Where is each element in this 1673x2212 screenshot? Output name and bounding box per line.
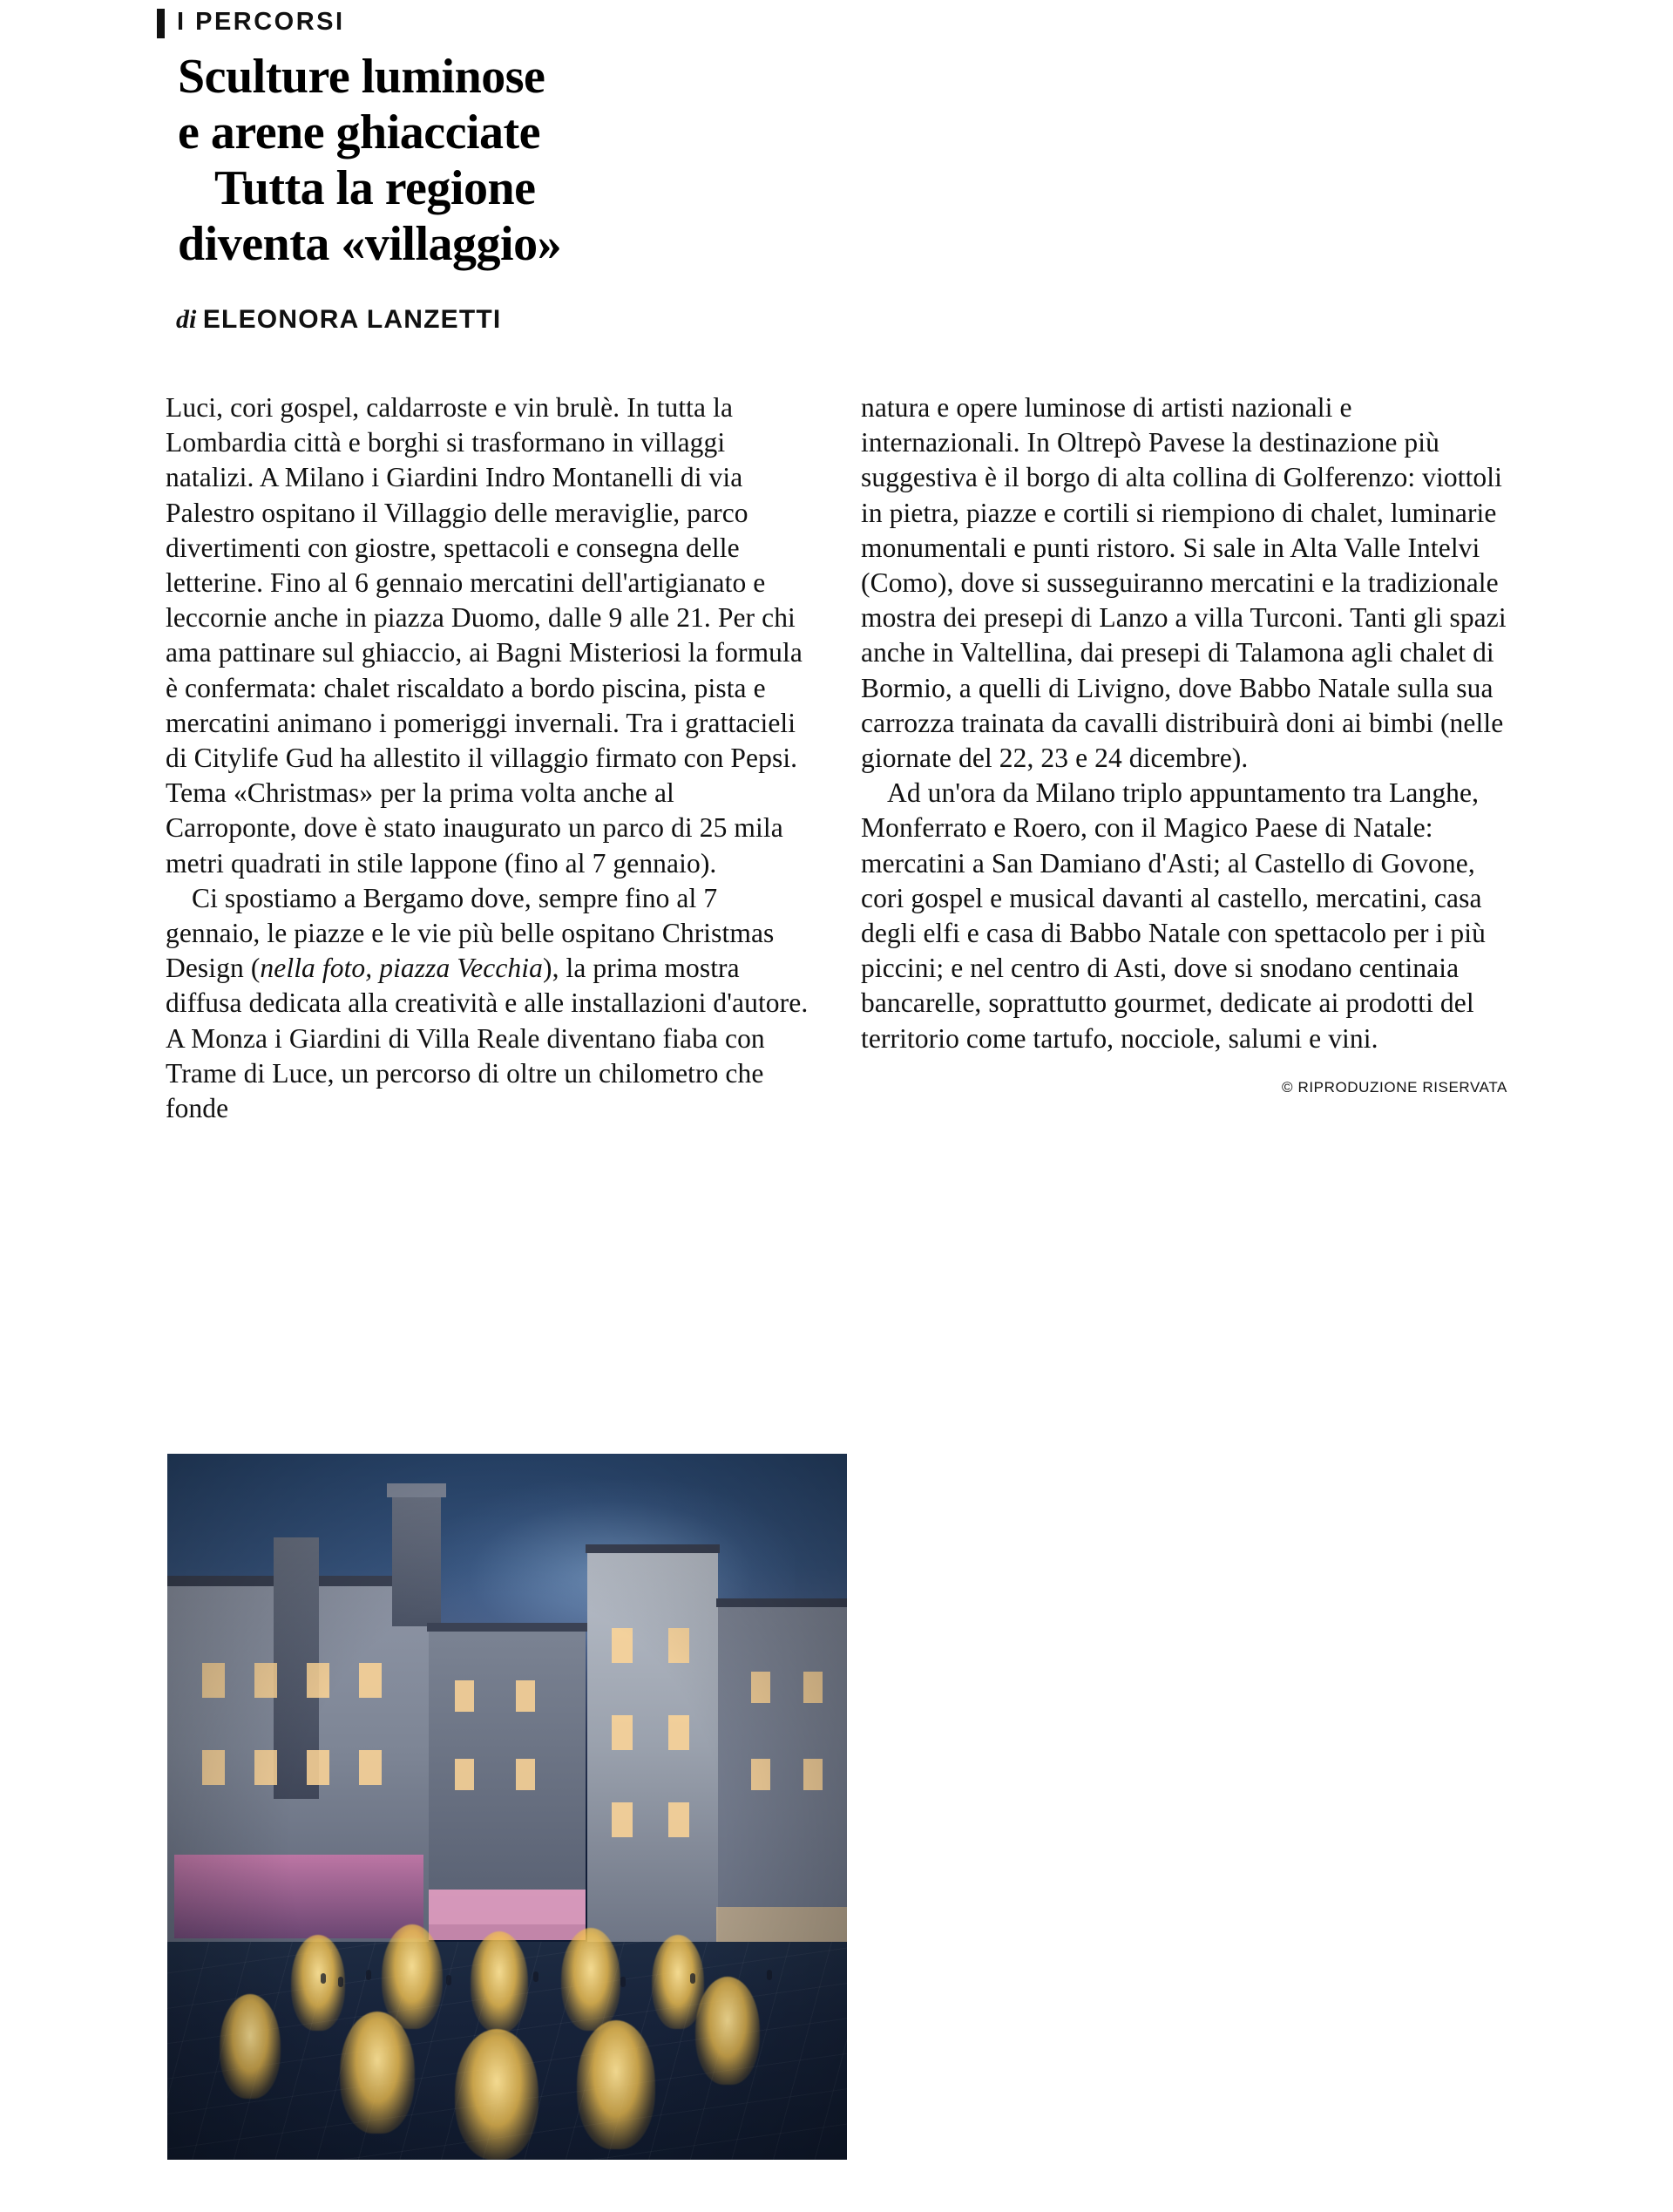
paragraph: Luci, cori gospel, caldarroste e vin brulè. In tutta la Lombardia città e borghi si trasformano in villaggi natalizi. A Milano i Giardini Indro Montanelli di via Palestro ospitano il Villaggio delle meraviglie, parco divertimenti con giostre, spettacoli e consegna delle letterine. Fino al 6 gennaio mercatini dell'artigianato e leccornie anche in piazza Duomo, dalle 9 alle 21. Per chi ama pattinare sul ghiaccio, ai Bagni Misteriosi la formula è confermata: chalet riscaldato a bordo piscina, pista e mercatini animano i pomeriggi invernali. Tra i grattacieli di Citylife Gud ha allestito il villaggio firmato con Pepsi. Tema «Christmas» per la prima volta anche al Carroponte, dove è stato inaugurato un parco di 25 mila metri quadrati in stile lappone (fino al 7 gennaio). [166, 392, 803, 879]
column-right [861, 390, 1507, 1126]
kicker-row [157, 7, 1516, 38]
byline-prefix: di [176, 304, 197, 334]
italic-phrase: nella foto, [260, 953, 373, 984]
kicker-bar [157, 9, 165, 38]
byline [176, 305, 1516, 335]
paragraph: natura e opere luminose di artisti nazionali e internazionali. In Oltrepò Pavese la destinazione più suggestiva è il borgo di alta collina di Golferenzo: viottoli in pietra, piazze e cortili si riempiono di chalet, luminarie monumentali e punti ristoro. Si sale in Alta Valle Intelvi (Como), dove si susseguiranno mercatini e la tradizionale mostra dei presepi di Lanzo a villa Turconi. Tanti gli spazi anche in Valtellina, dai presepi di Talamona agli chalet di Bormio, a quelli di Livigno, dove Babbo Natale sulla sua carrozza trainata da cavalli distribuirà doni ai bimbi (nelle giornate del 22, 23 e 24 dicembre). [861, 392, 1507, 774]
italic-phrase: piazza Vecchia [379, 953, 543, 984]
article-body [166, 390, 1507, 1126]
article-photo [167, 1454, 847, 2160]
page-title [178, 49, 1516, 272]
byline-author: ELEONORA LANZETTI [202, 304, 502, 334]
paragraph-text: Ci spostiamo a Bergamo dove, sempre fino al 7 gennaio, le piazze e le vie più belle ospitano Christmas Design (nella foto, piazza Vecchia), la prima mostra diffusa dedicata alla creatività e alle installazioni d'autore. A Monza i Giardini di Villa Reale diventano fiaba con Trame di Luce, un percorso di oltre un chilometro che fonde [166, 882, 809, 1124]
article-header [157, 0, 1516, 335]
headline-line-2: e arene ghiacciate [178, 105, 541, 159]
photo-vignette [167, 1454, 847, 2160]
headline-line-3: Tutta la regione [214, 161, 536, 215]
paragraph: Ad un'ora da Milano triplo appuntamento tra Langhe, Monferrato e Roero, con il Magico Paese di Natale: mercatini a San Damiano d'Asti; al Castello di Govone, cori gospel e musical davanti al castello, mercatini, casa degli elfi e casa di Babbo Natale con spettacolo per i più piccini; e nel centro di Asti, dove si snodano centinaia bancarelle, soprattutto gourmet, dedicate ai prodotti del territorio come tartufo, nocciole, salumi e vini. [861, 777, 1486, 1054]
photo-canvas [167, 1454, 847, 2160]
headline-line-4: diventa «villaggio» [178, 217, 562, 271]
copyright-notice: © RIPRODUZIONE RISERVATA [1282, 1078, 1507, 1096]
kicker-label: I PERCORSI [177, 8, 345, 36]
column-left [166, 390, 812, 1126]
headline-line-1: Sculture luminose [178, 50, 545, 104]
paragraph [166, 881, 812, 1126]
